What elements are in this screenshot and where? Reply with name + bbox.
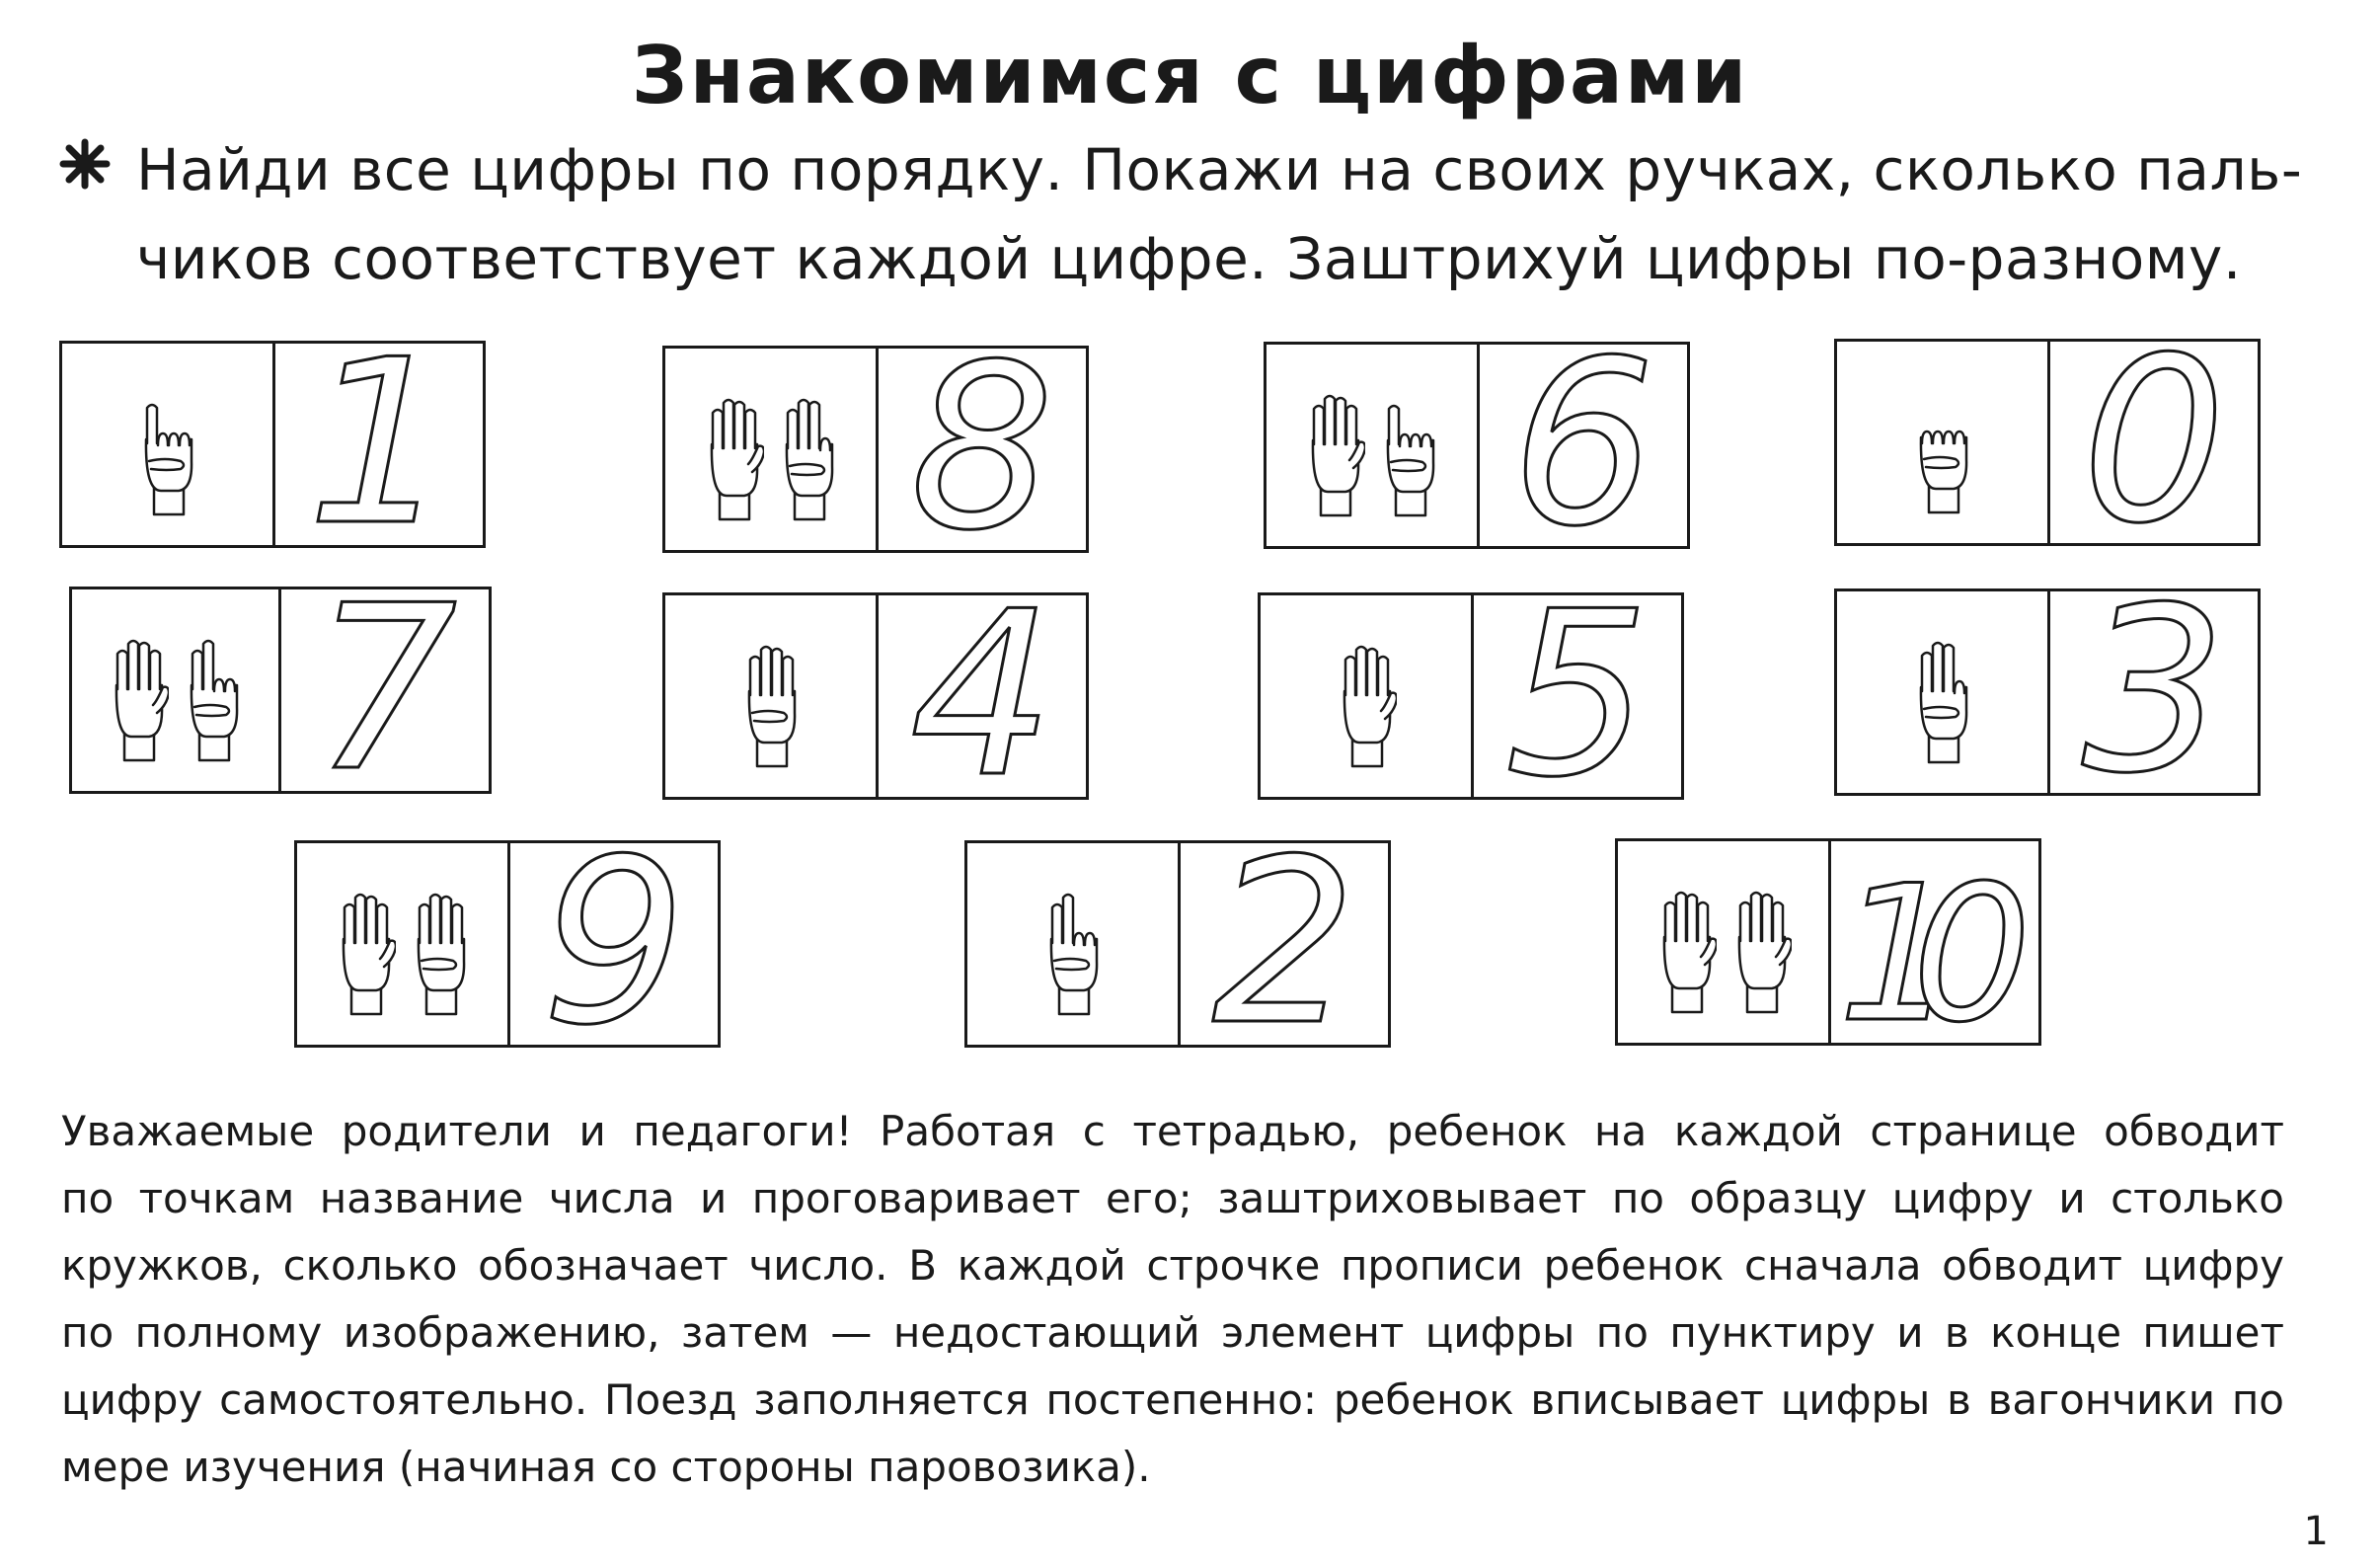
digit-glyph: 1 [306, 346, 452, 543]
hands-icon [1912, 618, 1973, 766]
page-title: Знакомимся с цифрами [631, 30, 1749, 121]
hands-icon [740, 622, 802, 770]
hands-cell [665, 595, 879, 797]
hands-cell [1261, 595, 1474, 797]
digit-glyph: 0 [2081, 344, 2227, 541]
hands-icon [1912, 368, 1973, 516]
digit-glyph: 10 [1838, 845, 2032, 1041]
digit-card-7 [69, 587, 492, 794]
outlined-digit [510, 843, 718, 1045]
hands-icon [137, 370, 198, 518]
digit-glyph: 5 [1504, 597, 1651, 795]
digit-outline [281, 591, 489, 789]
outlined-digit [879, 595, 1086, 797]
star-bullet-icon [59, 128, 115, 215]
digit-outline [1480, 347, 1687, 544]
hands-cell [1837, 342, 2050, 543]
outlined-digit [2050, 342, 2258, 543]
hands-icon [108, 616, 244, 764]
digit-glyph: 6 [1510, 347, 1656, 544]
digit-card-9 [294, 840, 721, 1048]
digit-glyph: 9 [541, 845, 687, 1043]
digit-card-1 [59, 341, 486, 548]
task-line-1: Найди все цифры по порядку. Покажи на своих ручках, сколько паль- [136, 136, 2303, 203]
digit-card-5 [1258, 592, 1684, 800]
outlined-digit [1181, 843, 1388, 1045]
digit-outline [1181, 845, 1388, 1043]
outlined-digit [1480, 345, 1687, 546]
hands-cell [297, 843, 510, 1045]
digit-card-3 [1834, 588, 2261, 796]
parents-note-line: цифру самостоятельно. Поезд заполняется постепенно: ребенок вписывает цифры в вагончики по [61, 1375, 2284, 1424]
digit-glyph: 3 [2081, 593, 2227, 791]
outlined-digit [281, 589, 489, 791]
hands-cell [62, 344, 275, 545]
task-instruction [59, 126, 2310, 302]
parents-note [61, 1098, 2284, 1501]
hands-cell [72, 589, 281, 791]
hands-icon [1655, 868, 1792, 1016]
parents-note-line: мере изучения (начиная со стороны паровозика). [61, 1443, 1151, 1491]
outlined-digit [1831, 841, 2038, 1043]
hands-cell [665, 349, 879, 550]
digit-glyph: 4 [909, 597, 1055, 795]
parents-note-line: кружков, сколько обозначает число. В каждой строчке прописи ребенок сначала обводит цифру [61, 1241, 2284, 1290]
hands-cell [1837, 591, 2050, 793]
digit-glyph: 8 [909, 351, 1055, 548]
digit-glyph: 2 [1211, 845, 1357, 1043]
hands-cell [1618, 841, 1831, 1043]
task-line-2: чиков соответствует каждой цифре. Заштрихуй цифры по-разному. [136, 225, 2242, 292]
digit-outline [2050, 344, 2258, 541]
outlined-digit [879, 349, 1086, 550]
hands-icon [1336, 622, 1397, 770]
digit-outline [1831, 843, 2038, 1041]
outlined-digit [2050, 591, 2258, 793]
digit-outline [879, 597, 1086, 795]
hands-cell [967, 843, 1181, 1045]
digit-card-8 [662, 346, 1089, 553]
digit-outline [1474, 597, 1681, 795]
parents-note-line: по полному изображению, затем — недостающий элемент цифры по пунктиру и в конце пишет [61, 1308, 2284, 1357]
hands-icon [1304, 371, 1440, 519]
hands-icon [335, 870, 471, 1018]
digit-card-4 [662, 592, 1089, 800]
digit-card-10 [1615, 838, 2041, 1046]
hands-icon [703, 375, 839, 523]
digit-glyph: 7 [312, 591, 458, 789]
digit-outline [275, 346, 483, 543]
digit-outline [2050, 593, 2258, 791]
outlined-digit [1474, 595, 1681, 797]
hands-icon [1042, 870, 1104, 1018]
parents-note-line: Уважаемые родители и педагоги! Работая с тетрадью, ребенок на каждой странице обводит [61, 1107, 2284, 1155]
digit-outline [510, 845, 718, 1043]
hands-cell [1267, 345, 1480, 546]
digit-card-2 [964, 840, 1391, 1048]
page-number: 1 [2303, 1509, 2329, 1554]
parents-note-line: по точкам название числа и проговаривает его; заштриховывает по образцу цифру и столько [61, 1174, 2284, 1222]
digit-card-6 [1264, 342, 1690, 549]
digit-outline [879, 351, 1086, 548]
digit-card-0 [1834, 339, 2261, 546]
outlined-digit [275, 344, 483, 545]
